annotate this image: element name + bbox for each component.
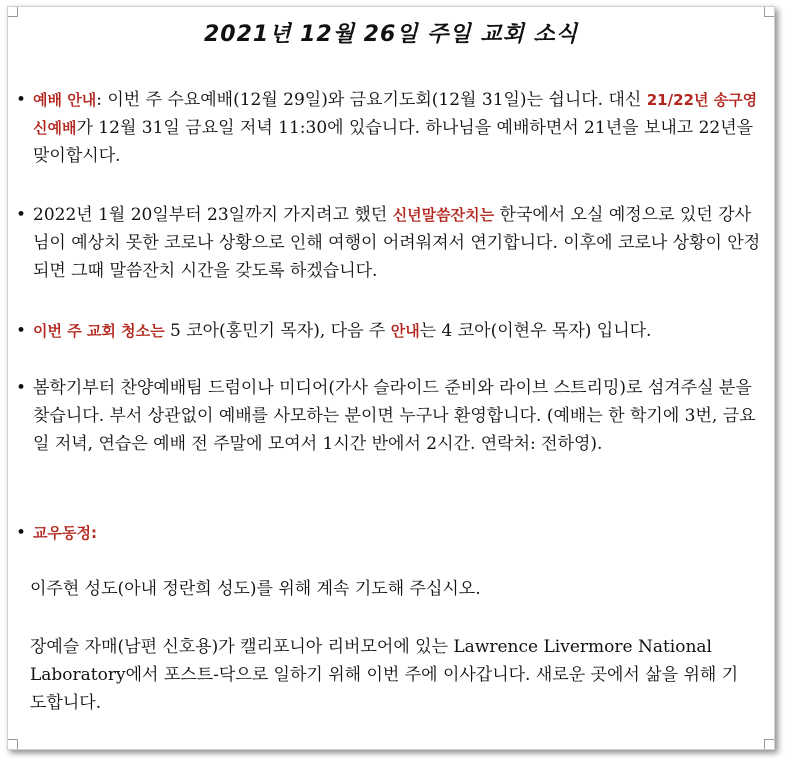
highlight-guide: 안내 bbox=[390, 322, 420, 340]
corner-handle-top-left bbox=[7, 6, 18, 17]
corner-handle-top-right bbox=[764, 6, 775, 17]
notice-conference bbox=[16, 201, 763, 285]
bullet-icon: • bbox=[16, 205, 27, 225]
notice-text: 는 4 코아(이현우 목자) 입니다. bbox=[419, 321, 652, 341]
notice-worship-team bbox=[16, 374, 763, 458]
notice-text: 봄학기부터 찬양예배팀 드럼이나 미디어(가사 슬라이드 준비와 라이브 스트리밍)로 섬겨주실 분을 찾습니다. 부서 상관없이 예배를 사모하는 분이면 누구나 환영합니다. (예배는 한 학기에 3번, 금요일 저녁, 연습은 예배 전 주말에 모여서 1시간 반에서 2시간. 연락처: 전하영). bbox=[33, 378, 756, 454]
notice-cleaning bbox=[16, 317, 763, 345]
notice-text: 5 코아(홍민기 목자), 다음 주 bbox=[164, 321, 391, 341]
bullet-icon: • bbox=[16, 523, 27, 543]
notice-text: 2022년 1월 20일부터 23일까지 가지려고 했던 bbox=[33, 205, 393, 225]
highlight-worship-guide: 예배 안내 bbox=[33, 91, 97, 109]
corner-handle-bottom-right bbox=[764, 739, 775, 750]
highlight-new-year-service: 21/22년 송구영신예배 bbox=[33, 91, 758, 137]
notice-text: 한국에서 오실 예정으로 있던 강사님이 예상치 못한 코로나 상황으로 인해 여행이 어려워져서 연기합니다. 이후에 코로나 상황이 안정되면 그때 말씀잔치 시간을 갖도록 하겠습니다. bbox=[33, 205, 761, 281]
corner-handle-bottom-left bbox=[7, 739, 18, 750]
page-title: 2021년 12월 26일 주일 교회 소식 bbox=[203, 22, 579, 47]
bullet-icon: • bbox=[16, 321, 27, 341]
highlight-new-year-conference: 신년말씀잔치는 bbox=[392, 206, 495, 224]
highlight-cleaning: 이번 주 교회 청소는 bbox=[33, 322, 165, 340]
bulletin-card bbox=[7, 6, 775, 750]
prayer-request-2: 장예슬 자매(남편 신호용)가 캘리포니아 리버모어에 있는 Lawrence Livermore National Laboratory에서 포스트-닥으로 일하기 위해 이번 주에 이사갑니다. 새로운 곳에서 삶을 위해 기도합니다. bbox=[30, 637, 739, 713]
bullet-icon: • bbox=[16, 90, 27, 110]
notice-text: 가 12월 31일 금요일 저녁 11:30에 있습니다. 하나님을 예배하면서 21년을 보내고 22년을 맞이합시다. bbox=[33, 118, 754, 166]
prayer-request-1: 이주현 성도(아내 정란희 성도)를 위해 계속 기도해 주십시오. bbox=[30, 579, 481, 599]
notice-worship bbox=[16, 86, 763, 170]
notice-members-news bbox=[16, 519, 763, 547]
bullet-icon: • bbox=[16, 378, 27, 398]
highlight-members-news: 교우동정: bbox=[33, 524, 97, 542]
notice-text: : 이번 주 수요예배(12월 29일)와 금요기도회(12월 31일)는 쉽니다. 대신 bbox=[96, 90, 647, 110]
